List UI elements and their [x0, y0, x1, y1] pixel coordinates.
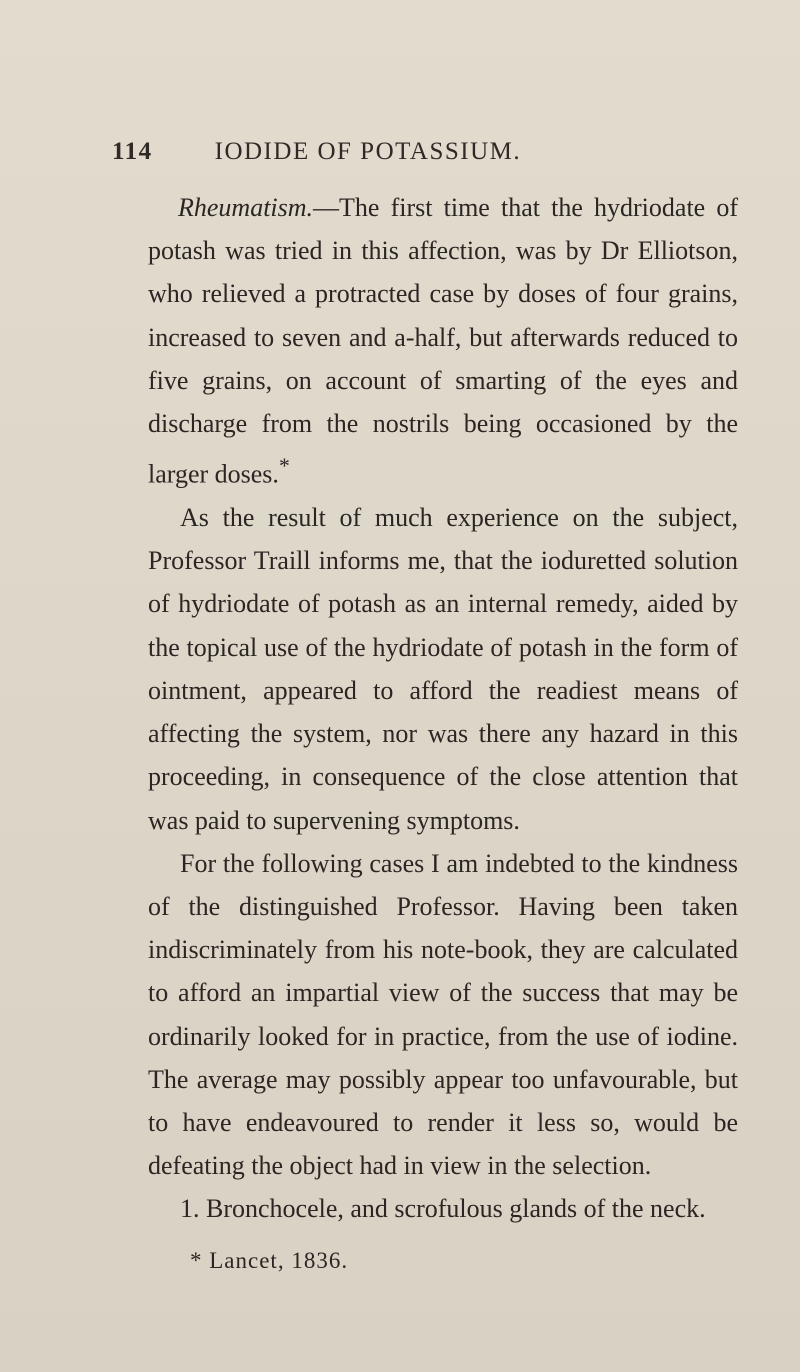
running-title: IODIDE OF POTASSIUM.: [214, 138, 522, 165]
footnote: * Lancet, 1836.: [190, 1248, 349, 1273]
body-text: [148, 186, 738, 1231]
paragraph-lead-heading: Rheumatism.: [178, 193, 314, 222]
paragraph-traill: As the result of much experience on the subject, Professor Traill informs me, that the ioduretted solution of hydriodate of potash as an internal remedy, aided by the topical use of the hydriodate of potash in the form of ointment, appeared to afford the readiest means of affecting the system, nor was there any hazard in this proceeding, in consequence of the close attention that was paid to supervening symptoms.: [148, 503, 738, 835]
footnote-reference: *: [278, 454, 290, 479]
paragraph-rheumatism: [148, 186, 738, 496]
paragraph-cases: For the following cases I am indebted to the kindness of the distinguished Professor. Having been taken indiscriminately from his note-book, they are calculated to afford an impartial view of the success that may be ordinarily looked for in practice, from the use of iodine. The average may possibly appear too unfavourable, but to have endeavoured to render it less so, would be defeating the object had in view in the selection.: [148, 848, 738, 1181]
running-header: [112, 138, 752, 166]
case-heading: 1. Bronchocele, and scrofulous glands of the neck.: [180, 1194, 706, 1224]
page-number: 114: [112, 138, 153, 165]
paragraph-text: —The first time that the hydriodate of potash was tried in this affection, was by Dr Elliotson, who relieved a protracted case by doses of four grains, increased to seven and a-half, but afterwards reduced to five grains, on account of smarting of the eyes and discharge from the nostrils being occasioned by the larger doses.: [148, 193, 738, 489]
